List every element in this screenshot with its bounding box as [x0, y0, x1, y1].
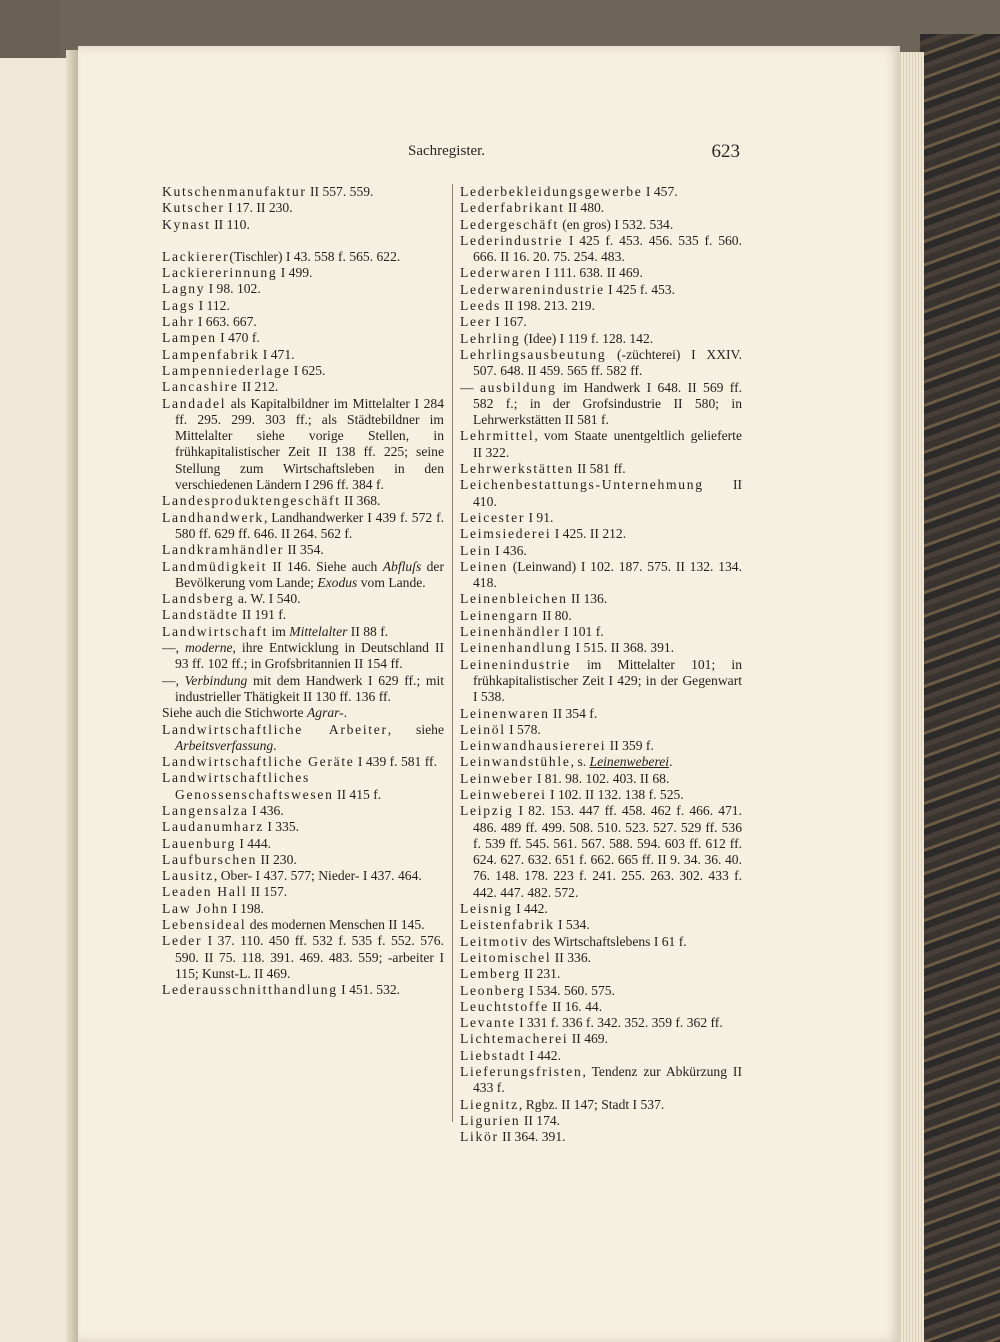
index-entry: [162, 314, 444, 330]
index-keyword: Leinenhandlung: [460, 640, 573, 656]
index-reference: I 91.: [525, 509, 554, 525]
index-reference: , Landhandwerker I 439 f. 572 f. 580 ff. 629 ff. 646. II 264. 562 f.: [175, 509, 444, 541]
index-entry: [162, 184, 444, 200]
index-keyword: Law John: [162, 900, 229, 916]
index-reference: , Tendenz zur Abkürzung II 433 f.: [473, 1064, 742, 1096]
index-keyword: Liebstadt: [460, 1047, 526, 1063]
index-keyword: Lampenniederlage: [162, 362, 291, 378]
index-reference: I 425 f. 453. 456. 535 f. 560. 666. II 16. 20. 75. 254. 483.: [473, 232, 742, 265]
index-entry: [162, 933, 444, 982]
index-reference: der Bevölkerung vom Lande;: [175, 558, 444, 590]
index-reference: I 451. 532.: [337, 982, 401, 998]
index-keyword: Landwirtschaftliche Geräte: [162, 754, 355, 770]
index-keyword: Lackiererinnung: [162, 265, 278, 281]
index-keyword: Landwirtschaftliches Genossenschaftswesen: [162, 770, 334, 802]
index-keyword: Landstädte: [162, 607, 239, 623]
index-entry: [460, 966, 742, 982]
index-keyword: Leinwandhausiererei: [460, 738, 607, 754]
index-entry: [460, 1129, 742, 1145]
index-entry: [460, 787, 742, 803]
index-keyword: Leitmotiv: [460, 933, 529, 949]
index-reference: II 198. 213. 219.: [500, 298, 595, 314]
index-entry: [162, 917, 444, 933]
index-reference: I 534. 560. 575.: [525, 982, 615, 998]
index-reference: I 37. 110. 450 ff. 532 f. 535 f. 552. 576. 590. II 75. 118. 391. 469. 483. 559; -arbeiter I 115; Kunst-L. II 469.: [175, 933, 444, 981]
index-entry: [460, 1064, 742, 1097]
index-reference: —,: [162, 640, 185, 656]
index-keyword: Lein: [460, 542, 492, 558]
index-reference: (Leinwand) I 102. 187. 575. II 132. 134. 418.: [473, 558, 742, 591]
index-column-right: [460, 184, 742, 1146]
index-entry: [162, 542, 444, 558]
index-keyword: Lederwarenindustrie: [460, 281, 605, 297]
index-keyword: Lampen: [162, 330, 217, 346]
index-entry: [162, 200, 444, 216]
index-keyword: Leinweberei: [460, 786, 547, 802]
index-keyword: Leinenhändler: [460, 624, 561, 640]
index-reference: .: [343, 705, 348, 721]
index-entry: [460, 738, 742, 754]
index-reference: als Kapitalbildner im Mittelalter I 284 ff. 295. 299. 303 ff.; als Städtebildner im Mittelalter siehe vorige Stellen, in frühkapitalistischer Zeit II 138 ff. 225; seine Stellung zum Wirtschaftsleben in den verschiedenen Ländern I 296 ff. 384 f.: [175, 395, 444, 493]
index-entry: [162, 363, 444, 379]
index-reference: .: [273, 737, 277, 753]
index-keyword: Lackierer: [162, 248, 230, 264]
index-keyword: Leinenwaren: [460, 705, 550, 721]
index-entry: [162, 982, 444, 998]
index-reference: , siehe: [387, 721, 444, 737]
index-entry: [460, 1048, 742, 1064]
index-entry: [162, 396, 444, 494]
index-reference: I 625.: [290, 362, 326, 378]
index-entry: [460, 950, 742, 966]
index-reference: I 436.: [248, 802, 284, 818]
index-entry: [460, 298, 742, 314]
index-reference: II 336.: [551, 949, 592, 965]
page-number: 623: [711, 141, 740, 162]
index-reference: II 136.: [567, 591, 608, 607]
index-entry: [460, 314, 742, 330]
index-keyword: Landkramhändler: [162, 542, 285, 558]
index-entry: [162, 281, 444, 297]
index-reference: II 230.: [257, 851, 297, 867]
index-entry: [460, 657, 742, 706]
index-keyword: Leipzig: [460, 803, 514, 819]
index-entry: [162, 705, 444, 721]
running-head: Sachregister.: [408, 143, 486, 159]
index-keyword: Ledergeschäft: [460, 216, 559, 232]
index-reference: , s.: [570, 754, 590, 770]
index-reference: im Mittelalter 101; in frühkapitalistischer Zeit I 429; in der Gegenwart I 538.: [473, 656, 742, 705]
index-reference: I 444.: [235, 835, 272, 851]
index-entry: [460, 983, 742, 999]
index-reference: Mittelalter: [289, 623, 348, 639]
index-keyword: Leeds: [460, 298, 501, 314]
index-keyword: Leinenbleichen: [460, 591, 568, 607]
book-cover-edge: [920, 34, 1000, 1342]
index-reference: II 480.: [564, 200, 605, 216]
index-reference: Verbindung: [184, 672, 248, 688]
index-entry: [162, 265, 444, 281]
index-entry: [162, 852, 444, 868]
index-reference: I 112.: [195, 297, 230, 313]
index-keyword: Lehrling: [460, 330, 521, 346]
index-reference: II 359 f.: [606, 738, 654, 754]
index-keyword: Lebensideal: [162, 917, 247, 933]
index-keyword: Leinwandstühle: [460, 754, 571, 770]
index-entry: [162, 754, 444, 770]
index-entry: [460, 543, 742, 559]
index-keyword: Leder: [162, 933, 203, 949]
index-entry: [460, 282, 742, 298]
column-divider: [452, 184, 453, 1122]
index-keyword: ausbildung: [479, 379, 557, 395]
index-entry: [162, 673, 444, 706]
index-entry: [162, 770, 444, 803]
index-keyword: Leinweber: [460, 770, 534, 786]
index-reference: II 16. 44.: [548, 998, 603, 1014]
index-reference: I 578.: [505, 721, 541, 737]
index-entry: [460, 754, 742, 770]
index-entry: [460, 917, 742, 933]
index-reference: a. W. I 540.: [234, 591, 301, 607]
index-keyword: Landwirtschaft: [162, 623, 269, 639]
index-entry: [460, 510, 742, 526]
index-reference: (en gros) I 532. 534.: [558, 216, 674, 232]
index-entry: [460, 347, 742, 380]
index-reference: des Wirtschaftslebens I 61 f.: [528, 933, 687, 949]
index-keyword: Lederindustrie: [460, 232, 564, 248]
index-reference: I 470 f.: [216, 330, 260, 346]
index-keyword: Laufburschen: [162, 851, 258, 867]
index-entry: [460, 477, 742, 510]
index-entry: [460, 934, 742, 950]
index-reference: I 534.: [554, 917, 590, 933]
index-entry: [460, 1113, 742, 1129]
index-reference: II 364. 391.: [498, 1129, 566, 1145]
index-entry: [162, 249, 444, 265]
index-entry: [460, 380, 742, 429]
index-reference: I 471.: [259, 346, 295, 362]
index-entry: [460, 461, 742, 477]
index-reference: I 335.: [263, 819, 300, 835]
index-keyword: Langensalza: [162, 802, 249, 818]
index-column-left: [162, 184, 444, 999]
index-reference: I 101 f.: [560, 624, 604, 640]
index-keyword: Lemberg: [460, 966, 521, 982]
index-reference: im: [268, 623, 290, 639]
index-reference: des modernen Menschen II 145.: [246, 917, 425, 933]
index-entry: [460, 1031, 742, 1047]
index-keyword: Likör: [460, 1129, 499, 1145]
index-keyword: Landesproduktengeschäft: [162, 493, 341, 509]
index-keyword: Leisnig: [460, 901, 513, 917]
index-reference: II 146. Siehe auch: [267, 558, 383, 574]
index-reference: (Idee) I 119 f. 128. 142.: [520, 330, 654, 346]
index-reference: I 82. 153. 447 ff. 458. 462 f. 466. 471. 486. 489 ff. 499. 508. 510. 523. 527. 529 ff. 536 f. 539 ff. 545. 561. 567. 588. 594. 603 ff. 612 ff. 624. 627. 632. 651 f. 662. 665 ff. II 9. 34. 36. 40. 76. 148. 178. 223 f. 241. 255. 263. 302. 433 f. 442. 447. 482. 572.: [473, 803, 742, 900]
index-keyword: Leichenbestattungs-Unternehmung: [460, 477, 704, 493]
index-reference: Arbeitsverfassung: [175, 737, 274, 753]
index-reference: Siehe auch die Stichworte: [162, 705, 307, 721]
index-keyword: Lederwaren: [460, 265, 542, 281]
index-entry: [162, 298, 444, 314]
index-reference: I 102. II 132. 138 f. 525.: [546, 786, 684, 802]
index-keyword: Lieferungsfristen: [460, 1064, 583, 1080]
index-keyword: Leonberg: [460, 982, 526, 998]
index-reference: II 415 f.: [333, 786, 382, 802]
page-stack-edges: [898, 52, 924, 1342]
index-reference: (Tischler) I 43. 558 f. 565. 622.: [229, 248, 401, 264]
index-keyword: Leinenindustrie: [460, 656, 571, 672]
index-reference: —: [460, 379, 480, 395]
index-keyword: Leuchtstoffe: [460, 998, 549, 1014]
index-reference: II 581 ff.: [573, 461, 626, 477]
index-reference: II 410.: [473, 477, 742, 509]
index-reference: I 442.: [512, 901, 548, 917]
index-entry: [460, 901, 742, 917]
index-reference: II 157.: [247, 884, 288, 900]
page-header: [162, 143, 740, 169]
index-entry: [460, 640, 742, 656]
index-entry: [460, 722, 742, 738]
index-reference: I 499.: [277, 265, 313, 281]
index-keyword: Leimsiederei: [460, 526, 552, 542]
index-keyword: Lederfabrikant: [460, 200, 565, 216]
index-entry: [460, 559, 742, 592]
index-entry: [162, 640, 444, 673]
index-reference: Agrar-: [306, 705, 344, 721]
index-reference: I 439 f. 581 ff.: [354, 754, 437, 770]
index-reference: II 212.: [238, 379, 279, 395]
index-entry: [460, 217, 742, 233]
index-reference: II 191 f.: [238, 607, 287, 623]
index-entry: [162, 347, 444, 363]
index-reference: I 442.: [525, 1047, 562, 1063]
index-entry: [162, 868, 444, 884]
index-reference: II 80.: [538, 607, 572, 623]
index-entry: [460, 526, 742, 542]
index-keyword: Lahr: [162, 314, 195, 330]
index-keyword: Leitomischel: [460, 949, 552, 965]
index-keyword: Levante: [460, 1015, 516, 1031]
index-reference: I 425. II 212.: [551, 526, 627, 542]
index-entry: [460, 706, 742, 722]
index-reference: Leinenweberei: [589, 754, 670, 770]
index-reference: I 331 f. 336 f. 342. 352. 359 f. 362 ff.: [515, 1015, 723, 1031]
index-entry: [162, 803, 444, 819]
index-reference: II 368.: [340, 493, 381, 509]
index-reference: Abfluſs: [382, 558, 422, 574]
index-entry: [460, 591, 742, 607]
index-keyword: Kutschenmanufaktur: [162, 184, 307, 199]
index-entry: [162, 330, 444, 346]
index-reference: moderne: [184, 640, 233, 656]
index-reference: I 515. II 368. 391.: [572, 640, 675, 656]
index-entry: [460, 233, 742, 266]
index-entry: [162, 591, 444, 607]
index-keyword: Leistenfabrik: [460, 917, 555, 933]
index-entry: [162, 559, 444, 592]
index-reference: Exodus: [317, 574, 358, 590]
index-keyword: Lehrwerkstätten: [460, 461, 574, 477]
index-reference: II 88 f.: [347, 623, 389, 639]
index-entry: [460, 265, 742, 281]
index-reference: I 17. II 230.: [224, 200, 293, 216]
index-entry: [460, 624, 742, 640]
index-reference: , vom Staate unentgeltlich gelieferte II 322.: [473, 428, 742, 460]
index-entry: [460, 428, 742, 461]
index-keyword: Lederbekleidungsgewerbe: [460, 184, 643, 199]
index-entry: [162, 510, 444, 543]
index-keyword: Leer: [460, 314, 492, 330]
index-keyword: Landwirtschaftliche Arbeiter: [162, 721, 388, 737]
index-reference: I 98. 102.: [205, 281, 261, 297]
index-keyword: Lampenfabrik: [162, 346, 260, 362]
index-entry: [162, 624, 444, 640]
index-reference: II 557. 559.: [306, 184, 374, 199]
index-reference: II 354.: [284, 542, 324, 558]
index-entry: [460, 999, 742, 1015]
index-reference: .: [669, 754, 673, 770]
index-keyword: Lags: [162, 297, 196, 313]
index-reference: I 111. 638. II 469.: [541, 265, 643, 281]
index-reference: —,: [162, 672, 185, 688]
index-reference: I 457.: [642, 184, 678, 199]
index-entry: [460, 184, 742, 200]
index-entry: [162, 901, 444, 917]
index-entry: [460, 200, 742, 216]
index-reference: I 167.: [491, 314, 527, 330]
index-entry: [162, 722, 444, 755]
index-keyword: Landsberg: [162, 591, 235, 607]
index-keyword: Kutscher: [162, 200, 225, 216]
index-reference: I 663. 667.: [194, 314, 257, 330]
index-reference: , Ober- I 437. 577; Nieder- I 437. 464.: [213, 868, 422, 884]
index-reference: II 110.: [210, 216, 250, 232]
index-reference: I 81. 98. 102. 403. II 68.: [533, 770, 670, 786]
index-reference: vom Lande.: [357, 574, 426, 590]
index-entry: [460, 803, 742, 901]
index-reference: (-züchterei) I XXIV. 507. 648. II 459. 565 ff. 582 ff.: [473, 346, 742, 379]
index-entry: [460, 771, 742, 787]
index-reference: I 198.: [228, 900, 264, 916]
index-keyword: Ligurien: [460, 1112, 521, 1128]
index-entry: [460, 1015, 742, 1031]
index-keyword: Lancashire: [162, 379, 239, 395]
index-reference: , Rgbz. II 147; Stadt I 537.: [518, 1096, 665, 1112]
index-reference: im Handwerk I 648. II 569 ff. 582 f.; in der Grofsindustrie II 580; in Lehrwerkstätten II 581 f.: [473, 379, 742, 428]
index-entry: [162, 836, 444, 852]
index-entry: [162, 493, 444, 509]
index-keyword: Leinengarn: [460, 607, 539, 623]
index-reference: I 425 f. 453.: [604, 281, 676, 297]
index-reference: II 354 f.: [549, 705, 598, 721]
index-keyword: Laudanumharz: [162, 819, 264, 835]
index-entry: [162, 217, 444, 233]
index-entry: [162, 607, 444, 623]
index-keyword: Leinöl: [460, 721, 506, 737]
index-keyword: Lederausschnitthandlung: [162, 982, 338, 998]
index-keyword: Leaden Hall: [162, 884, 248, 900]
index-keyword: Lagny: [162, 281, 206, 297]
index-entry: [162, 379, 444, 395]
index-reference: , ihre Entwicklung in Deutschland II 93 ff. 102 ff.; in Grofsbritannien II 154 ff.: [175, 640, 444, 672]
index-entry: [162, 819, 444, 835]
index-entry: [460, 608, 742, 624]
index-entry: [460, 331, 742, 347]
index-entry: [460, 1097, 742, 1113]
index-reference: II 469.: [568, 1031, 608, 1047]
index-reference: II 231.: [520, 966, 561, 982]
index-keyword: Kynast: [162, 216, 211, 232]
index-keyword: Lauenburg: [162, 835, 236, 851]
index-reference: II 174.: [520, 1112, 561, 1128]
index-keyword: Lichtemacherei: [460, 1031, 569, 1047]
index-keyword: Lehrmittel: [460, 428, 535, 444]
index-keyword: Liegnitz: [460, 1096, 519, 1112]
index-keyword: Landadel: [162, 395, 227, 411]
index-entry: [162, 884, 444, 900]
index-keyword: Landhandwerk: [162, 509, 264, 525]
index-reference: I 436.: [491, 542, 527, 558]
index-keyword: Leinen: [460, 558, 508, 574]
index-keyword: Lehrlingsausbeutung: [460, 346, 607, 362]
index-keyword: Lausitz: [162, 868, 214, 884]
index-reference: mit dem Handwerk I 629 ff.; mit industrieller Thätigkeit II 130 ff. 136 ff.: [175, 672, 445, 704]
index-keyword: Landmüdigkeit: [162, 558, 268, 574]
index-keyword: Leicester: [460, 509, 526, 525]
